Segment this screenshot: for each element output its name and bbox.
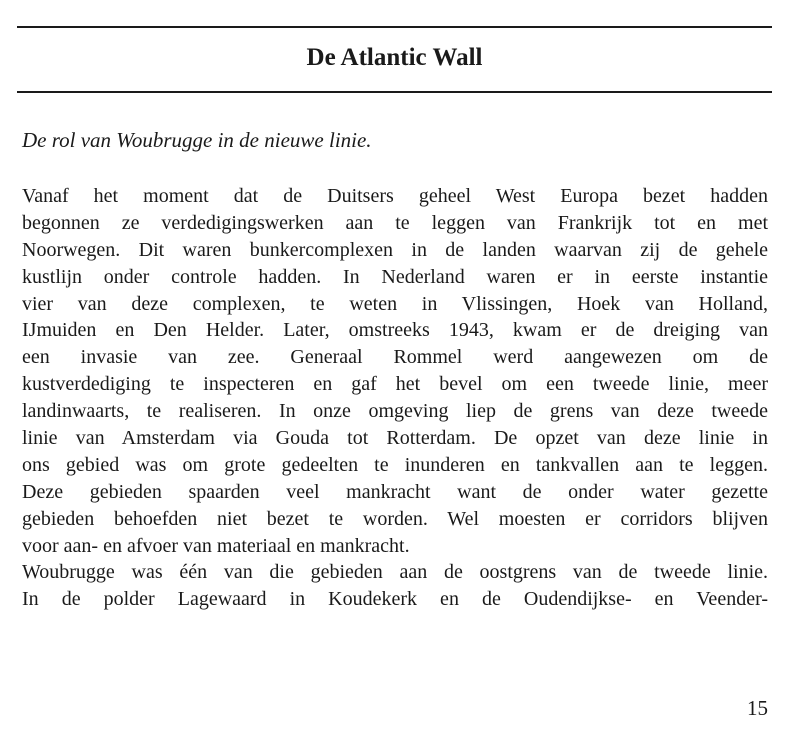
header-bottom-rule bbox=[17, 91, 772, 93]
body-line: vier van deze complexen, te weten in Vlissingen, Hoek van Holland, bbox=[22, 292, 768, 315]
page-number: 15 bbox=[747, 696, 768, 720]
body-line: kustverdediging te inspecteren en gaf het bevel om een tweede linie, meer bbox=[22, 373, 768, 396]
body-line: een invasie van zee. Generaal Rommel werd aangewezen om de bbox=[22, 346, 768, 369]
header-top-rule bbox=[17, 26, 772, 28]
body-line: begonnen ze verdedigingswerken aan te leggen van Frankrijk tot en met bbox=[22, 211, 768, 234]
article-subtitle: De rol van Woubrugge in de nieuwe linie. bbox=[22, 128, 372, 152]
body-line: Vanaf het moment dat de Duitsers geheel West Europa bezet hadden bbox=[22, 185, 768, 207]
body-line: Noorwegen. Dit waren bunkercomplexen in de landen waarvan zij de gehele bbox=[22, 238, 768, 261]
body-line: Woubrugge was één van die gebieden aan de oostgrens van de tweede linie. bbox=[22, 561, 768, 584]
article-body bbox=[22, 183, 768, 613]
page-title: De Atlantic Wall bbox=[306, 44, 483, 71]
body-line: landinwaarts, te realiseren. In onze omgeving liep de grens van deze tweede bbox=[22, 400, 768, 423]
body-line: kustlijn onder controle hadden. In Nederland waren er in eerste instantie bbox=[22, 265, 768, 288]
body-line: In de polder Lagewaard in Koudekerk en de Oudendijkse- en Veender- bbox=[22, 588, 768, 611]
body-line: linie van Amsterdam via Gouda tot Rotterdam. De opzet van deze linie in bbox=[22, 427, 768, 450]
body-line: ons gebied was om grote gedeelten te inunderen en tankvallen aan te leggen. bbox=[22, 453, 768, 476]
body-line: Deze gebieden spaarden veel mankracht want de onder water gezette bbox=[22, 480, 768, 503]
body-line: IJmuiden en Den Helder. Later, omstreeks 1943, kwam er de dreiging van bbox=[22, 319, 768, 342]
body-line: voor aan- en afvoer van materiaal en mankracht. bbox=[22, 534, 410, 557]
body-line: gebieden behoefden niet bezet te worden. Wel moesten er corridors blijven bbox=[22, 507, 768, 530]
